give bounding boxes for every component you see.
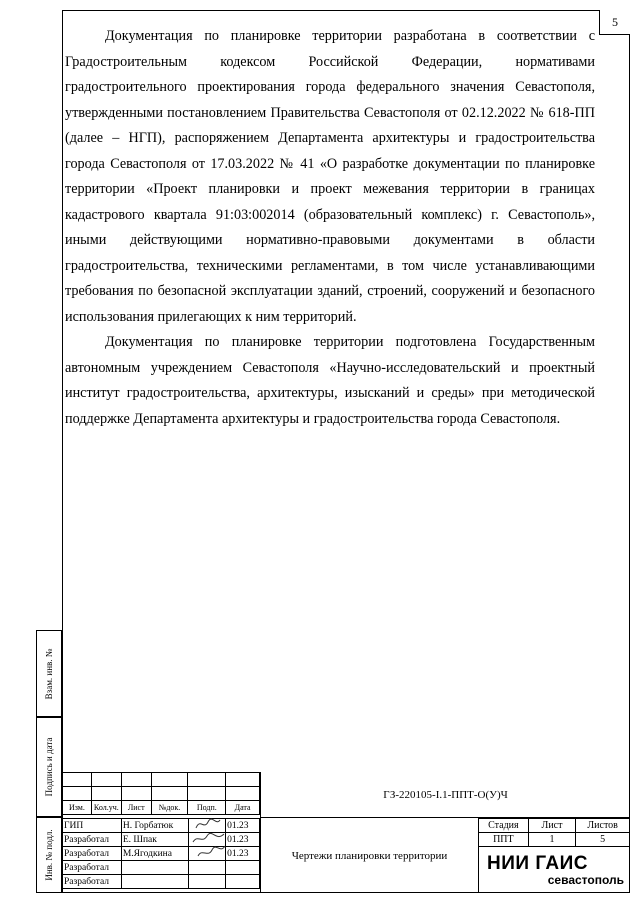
hdr-izm: Изм. — [63, 801, 92, 815]
sig-row — [63, 847, 260, 861]
sig-name: Е. Шпак — [121, 833, 188, 847]
sig-role: Разработал — [63, 861, 122, 875]
sheets-header: Листов — [576, 819, 630, 833]
logo-sub-text: севастополь — [547, 873, 624, 887]
sig-row — [63, 819, 260, 833]
sig-role: Разработал — [63, 833, 122, 847]
hdr-list: Лист — [121, 801, 151, 815]
podpis-cell — [36, 717, 62, 817]
sig-date: 01.23 — [226, 819, 260, 833]
sig-role: ГИП — [63, 819, 122, 833]
sig-row — [63, 875, 260, 889]
sig-name: М.Ягодкина — [121, 847, 188, 861]
logo-main-text: НИИ ГАИС — [487, 853, 588, 874]
hdr-ndok: №док. — [151, 801, 188, 815]
page-number: 5 — [599, 10, 630, 35]
sig-row — [63, 861, 260, 875]
handwritten-signatures — [190, 816, 228, 862]
vzam-inv-cell — [36, 630, 62, 717]
stage-value: ППТ — [479, 833, 529, 847]
drawing-title: Чертежи планировки территории — [260, 818, 478, 893]
paragraph-2: Документация по планировке территории подготовлена Государственным автономным учреждением Севастополя «Научно-исследовательский и проектный институт градостроительства, архитектуры, изысканий и среды» при методической поддержке Департамента архитектуры и градостроительства города Севастополя. — [65, 334, 595, 427]
hdr-data: Дата — [226, 801, 260, 815]
sheets-value: 5 — [576, 833, 630, 847]
signatures-table — [62, 818, 260, 889]
revision-table — [62, 772, 260, 815]
inv-podl-cell — [36, 817, 62, 893]
sig-role: Разработал — [63, 847, 122, 861]
document-body — [65, 24, 595, 432]
paragraph-1: Документация по планировке территории разработана в соответствии с Градостроительным кодексом Российской Федерации, нормативами градостроительного проектирования города федерального значения Севастополя, утвержденными постановлением Правительства Севастополя от 02.12.2022 № 618-ПП (далее – НГП), распоряжением Департамента архитектуры и градостроительства города Севастополя от 17.03.2022 № 41 «О разработке документации по планировке территории «Проект планировки и проект межевания территории в границах кадастрового квартала 91:03:002014 (образовательный комплекс) г. Севастополь», иными действующими нормативно-правовыми документами в области градостроительства, техническими регламентами, в том числе устанавливающими требования по безопасной эксплуатации зданий, строений, сооружений и безопасного использования прилегающих к ним территорий. — [65, 28, 595, 325]
stage-table — [478, 818, 630, 847]
hdr-podp: Подп. — [188, 801, 226, 815]
stage-header: Стадия — [479, 819, 529, 833]
title-block — [62, 772, 630, 893]
sig-date: 01.23 — [226, 833, 260, 847]
sig-date — [226, 861, 260, 875]
hdr-kolvo: Кол.уч. — [91, 801, 121, 815]
sheet-value: 1 — [528, 833, 576, 847]
sig-row — [63, 833, 260, 847]
sig-date: 01.23 — [226, 847, 260, 861]
sheet-header: Лист — [528, 819, 576, 833]
inv-podl-label: Инв. № подл. — [44, 829, 54, 881]
sig-name — [121, 861, 188, 875]
sig-name — [121, 875, 188, 889]
podpis-label: Подпись и дата — [44, 737, 54, 797]
sig-date — [226, 875, 260, 889]
sig-role: Разработал — [63, 875, 122, 889]
left-margin-strip — [36, 630, 62, 893]
document-code: ГЗ-220105-I.1-ППТ-О(У)Ч — [260, 772, 630, 818]
company-logo — [478, 846, 630, 893]
sig-name: Н. Горбатюк — [121, 819, 188, 833]
vzam-inv-label: Взам. инв. № — [44, 648, 54, 699]
